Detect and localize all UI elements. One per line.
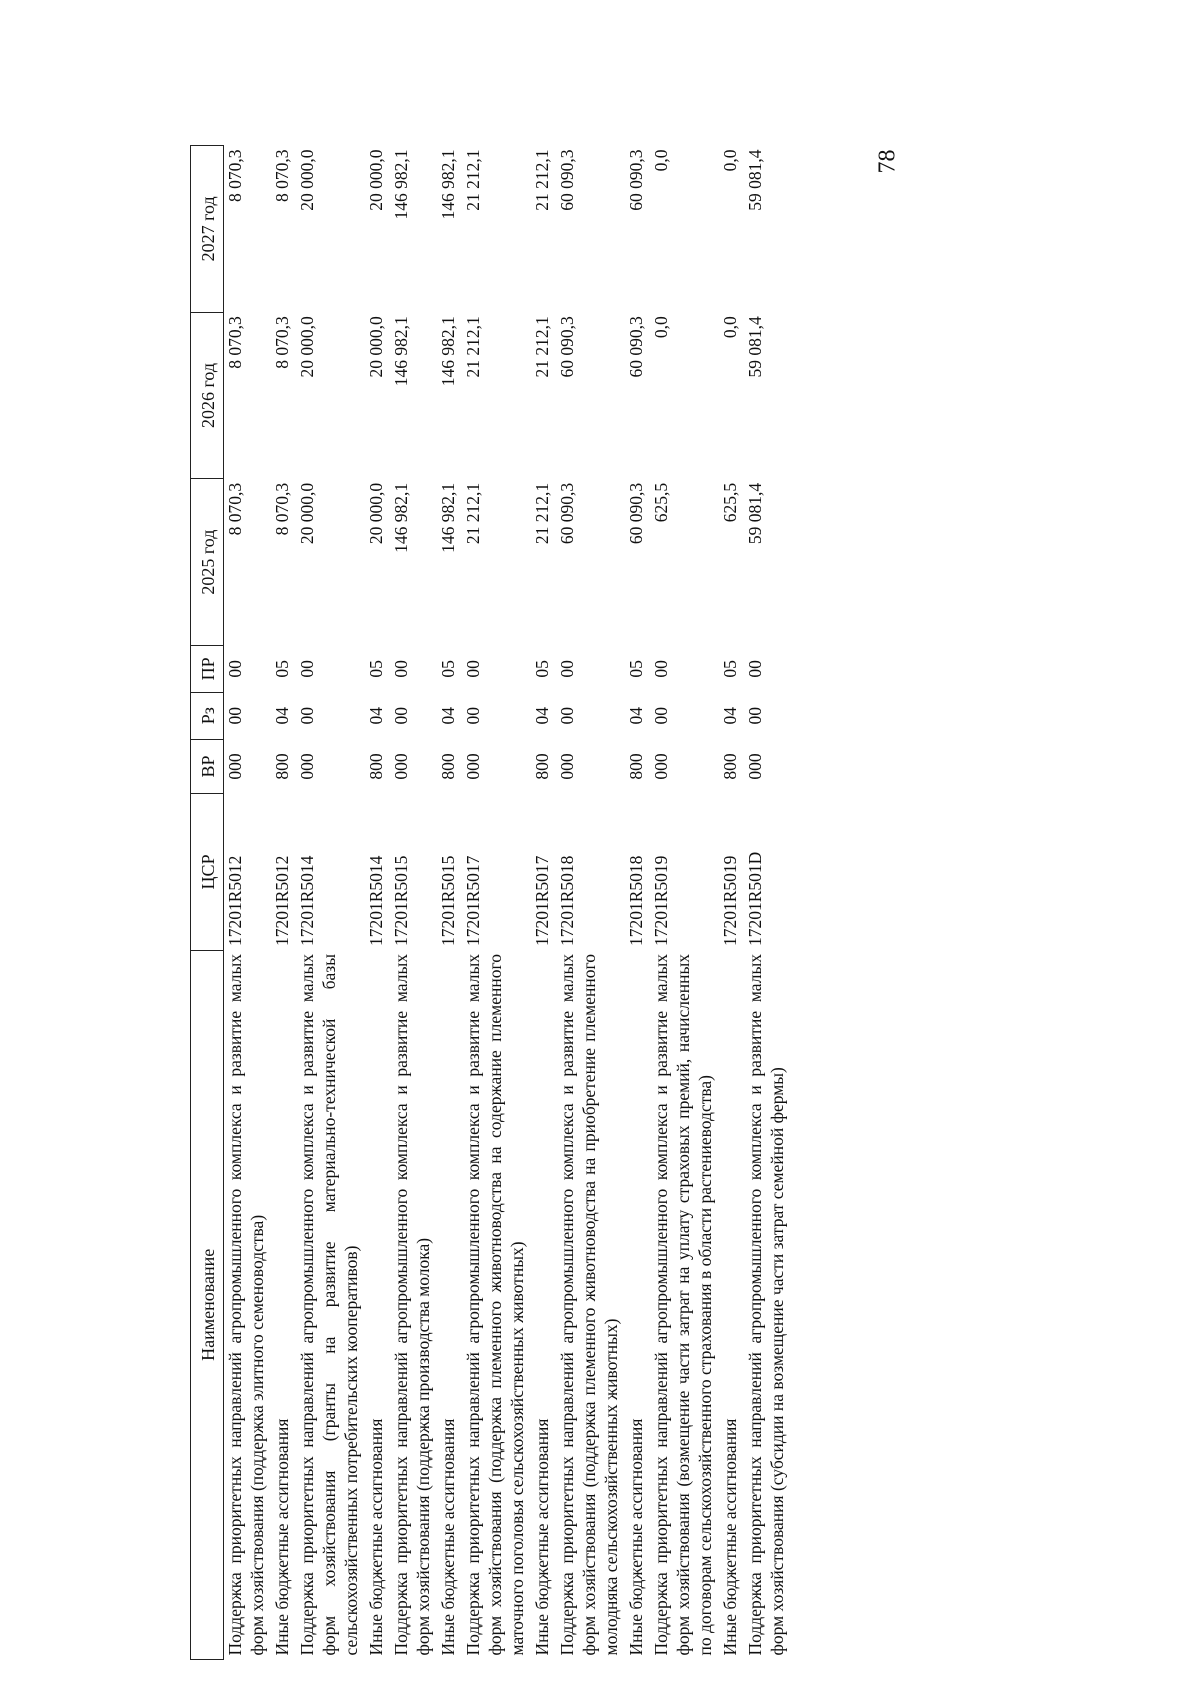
row-csr: 17201R5017 xyxy=(463,855,483,947)
row-csr: 17201R5015 xyxy=(438,855,458,947)
row-2026: 0,0 xyxy=(720,316,740,339)
row-csr: 17201R501D xyxy=(745,851,765,947)
row-2026: 60 090,3 xyxy=(626,316,646,378)
row-csr: 17201R5012 xyxy=(272,855,292,947)
budget-table xyxy=(190,145,791,1660)
row-rz: 00 xyxy=(463,706,483,725)
row-vr: 000 xyxy=(225,753,245,780)
row-name: Поддержка приоритетных направлений агропромышленного комплекса и развитие малых форм хозяйствования (возмещение части затрат на уплату страховых премий, начисленных по договорам сельскохозяйственного страхования в области растениеводства) xyxy=(651,954,715,1656)
row-vr: 800 xyxy=(532,753,552,780)
row-pr: 05 xyxy=(272,660,292,678)
row-2027: 60 090,3 xyxy=(557,149,577,211)
row-csr: 17201R5015 xyxy=(391,855,411,947)
table-row xyxy=(437,146,462,1660)
table-row xyxy=(625,146,650,1660)
row-vr: 000 xyxy=(745,753,765,780)
row-pr: 00 xyxy=(225,660,245,678)
table-row xyxy=(744,146,791,1660)
table-row xyxy=(296,146,365,1660)
header-rz: Рз xyxy=(191,692,224,739)
row-2025: 8 070,3 xyxy=(225,482,245,536)
row-rz: 00 xyxy=(557,706,577,725)
row-rz: 04 xyxy=(532,706,552,725)
table-row xyxy=(462,146,531,1660)
row-2025: 146 982,1 xyxy=(391,482,411,553)
row-2026: 21 212,1 xyxy=(532,316,552,378)
row-2027: 20 000,0 xyxy=(366,149,386,211)
row-vr: 800 xyxy=(720,753,740,780)
row-rz: 04 xyxy=(366,706,386,725)
row-rz: 00 xyxy=(225,706,245,725)
row-pr: 00 xyxy=(651,660,671,678)
table-row xyxy=(650,146,719,1660)
row-name: Поддержка приоритетных направлений агропромышленного комплекса и развитие малых форм хозяйствования (поддержка элитного семеноводства) xyxy=(225,954,267,1656)
row-vr: 800 xyxy=(438,753,458,780)
table-row xyxy=(224,146,272,1660)
row-name: Иные бюджетные ассигнования xyxy=(272,1418,292,1656)
row-2027: 146 982,1 xyxy=(438,149,458,220)
header-name: Наименование xyxy=(191,950,224,1659)
row-pr: 05 xyxy=(532,660,552,678)
header-csr: ЦСР xyxy=(191,794,224,950)
row-2025: 59 081,4 xyxy=(745,482,765,545)
row-2027: 146 982,1 xyxy=(391,149,411,220)
header-2025: 2025 год xyxy=(191,479,224,646)
row-2026: 8 070,3 xyxy=(272,316,292,369)
row-2027: 21 212,1 xyxy=(532,149,552,211)
row-2027: 0,0 xyxy=(651,149,671,172)
row-2026: 146 982,1 xyxy=(391,316,411,387)
row-name: Поддержка приоритетных направлений агропромышленного комплекса и развитие малых форм хозяйствования (поддержка племенного животноводства на содержание племенного маточного поголовья сельскохозяйственных животных) xyxy=(463,954,527,1656)
row-csr: 17201R5019 xyxy=(651,855,671,947)
row-2026: 59 081,4 xyxy=(745,316,765,378)
row-2026: 20 000,0 xyxy=(297,316,317,378)
table-row xyxy=(719,146,744,1660)
header-pr: ПР xyxy=(191,645,224,692)
row-rz: 04 xyxy=(438,706,458,725)
row-rz: 04 xyxy=(272,706,292,725)
row-csr: 17201R5018 xyxy=(557,855,577,947)
row-2027: 60 090,3 xyxy=(626,149,646,211)
row-2027: 21 212,1 xyxy=(463,149,483,211)
row-2025: 146 982,1 xyxy=(438,482,458,553)
row-rz: 04 xyxy=(720,706,740,725)
row-pr: 00 xyxy=(463,660,483,678)
row-2025: 625,5 xyxy=(651,482,671,523)
row-2027: 20 000,0 xyxy=(297,149,317,211)
row-vr: 000 xyxy=(297,753,317,780)
row-rz: 00 xyxy=(391,706,411,725)
row-2025: 60 090,3 xyxy=(626,482,646,545)
row-csr: 17201R5014 xyxy=(297,855,317,947)
row-csr: 17201R5018 xyxy=(626,855,646,947)
row-name: Поддержка приоритетных направлений агропромышленного комплекса и развитие малых форм хозяйствования (гранты на развитие материально-технической базы сельскохозяйственных потребительских кооперативов) xyxy=(297,954,361,1656)
row-name: Поддержка приоритетных направлений агропромышленного комплекса и развитие малых форм хозяйствования (поддержка производства молока) xyxy=(391,954,433,1656)
row-rz: 00 xyxy=(651,706,671,725)
row-2026: 60 090,3 xyxy=(557,316,577,378)
row-2025: 20 000,0 xyxy=(366,482,386,545)
row-2025: 20 000,0 xyxy=(297,482,317,545)
row-2026: 146 982,1 xyxy=(438,316,458,387)
row-name: Поддержка приоритетных направлений агропромышленного комплекса и развитие малых форм хозяйствования (субсидии на возмещение части затрат семейной фермы) xyxy=(745,954,787,1656)
row-csr: 17201R5019 xyxy=(720,855,740,947)
row-vr: 000 xyxy=(391,753,411,780)
row-pr: 05 xyxy=(720,660,740,678)
row-rz: 04 xyxy=(626,706,646,725)
row-2025: 21 212,1 xyxy=(532,482,552,545)
row-vr: 000 xyxy=(463,753,483,780)
row-vr: 000 xyxy=(651,753,671,780)
page-number: 78 xyxy=(874,149,901,174)
table-row xyxy=(531,146,556,1660)
row-name: Иные бюджетные ассигнования xyxy=(366,1418,386,1656)
table-row xyxy=(271,146,296,1660)
rotated-table-container xyxy=(190,145,1056,1660)
row-name: Иные бюджетные ассигнования xyxy=(532,1418,552,1656)
row-name: Иные бюджетные ассигнования xyxy=(438,1418,458,1656)
row-2026: 21 212,1 xyxy=(463,316,483,378)
row-vr: 000 xyxy=(557,753,577,780)
table-row xyxy=(390,146,437,1660)
row-vr: 800 xyxy=(272,753,292,780)
row-vr: 800 xyxy=(366,753,386,780)
row-2025: 21 212,1 xyxy=(463,482,483,545)
table-row xyxy=(556,146,625,1660)
header-2026: 2026 год xyxy=(191,312,224,479)
table-row xyxy=(365,146,390,1660)
row-csr: 17201R5012 xyxy=(225,855,245,947)
row-2027: 0,0 xyxy=(720,149,740,172)
row-pr: 05 xyxy=(438,660,458,678)
row-pr: 00 xyxy=(297,660,317,678)
header-vr: ВР xyxy=(191,739,224,794)
row-pr: 05 xyxy=(626,660,646,678)
row-2027: 59 081,4 xyxy=(745,149,765,211)
row-2025: 625,5 xyxy=(720,482,740,523)
row-name: Поддержка приоритетных направлений агропромышленного комплекса и развитие малых форм хозяйствования (поддержка племенного животноводства на приобретение племенного молодняка сельскохозяйственных животных) xyxy=(557,954,621,1656)
row-2025: 60 090,3 xyxy=(557,482,577,545)
row-vr: 800 xyxy=(626,753,646,780)
row-name: Иные бюджетные ассигнования xyxy=(626,1418,646,1656)
row-2026: 8 070,3 xyxy=(225,316,245,369)
row-pr: 05 xyxy=(366,660,386,678)
row-2026: 0,0 xyxy=(651,316,671,339)
row-2026: 20 000,0 xyxy=(366,316,386,378)
row-csr: 17201R5017 xyxy=(532,855,552,947)
row-2025: 8 070,3 xyxy=(272,482,292,536)
row-2027: 8 070,3 xyxy=(225,149,245,202)
row-rz: 00 xyxy=(745,706,765,725)
row-pr: 00 xyxy=(557,660,577,678)
header-2027: 2027 год xyxy=(191,146,224,313)
row-2027: 8 070,3 xyxy=(272,149,292,202)
row-pr: 00 xyxy=(745,660,765,678)
table-header-row xyxy=(191,146,224,1660)
row-rz: 00 xyxy=(297,706,317,725)
row-name: Иные бюджетные ассигнования xyxy=(720,1418,740,1656)
row-csr: 17201R5014 xyxy=(366,855,386,947)
row-pr: 00 xyxy=(391,660,411,678)
